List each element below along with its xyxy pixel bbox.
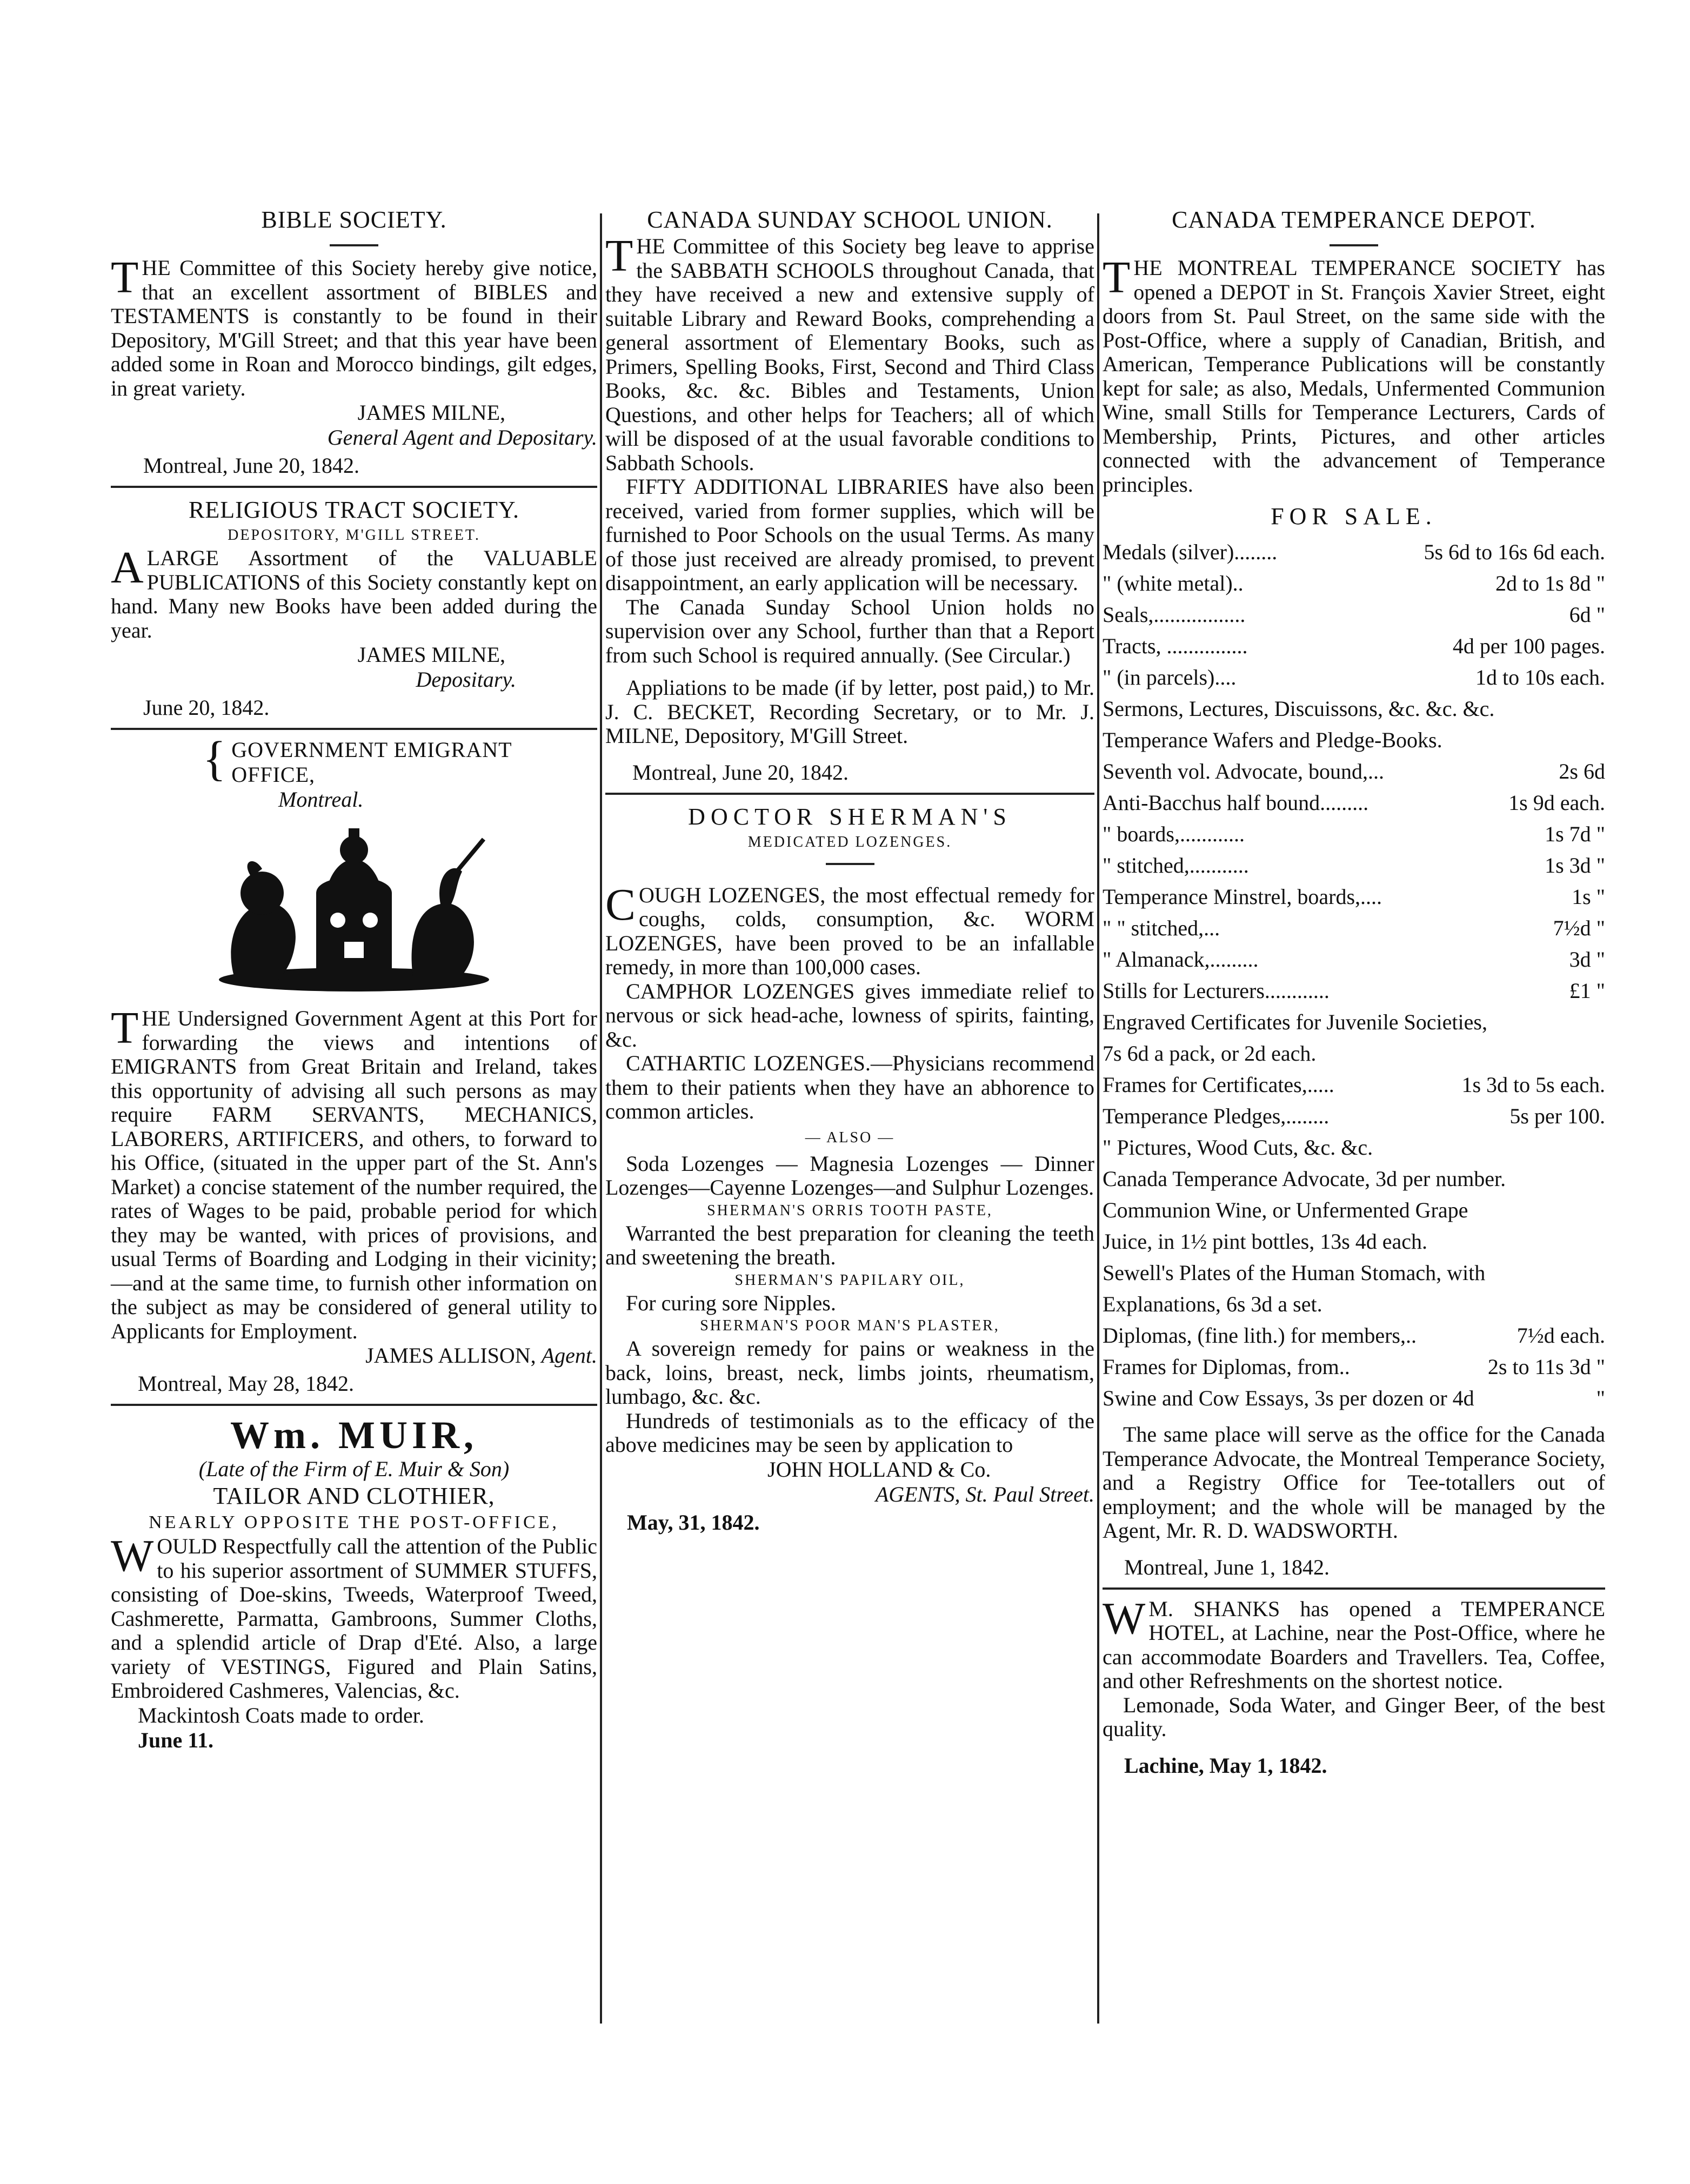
signer-name: JAMES ALLISON, xyxy=(365,1343,536,1368)
sherman-lozenges-ad xyxy=(605,802,1094,1535)
date-line: June 11. xyxy=(138,1727,214,1752)
price-item-name: Temperance Minstrel, boards,.... xyxy=(1103,885,1382,909)
tract-society-subtitle: DEPOSITORY, M'GILL STREET. xyxy=(228,527,480,544)
emigrant-office-title: GOVERNMENT EMIGRANT OFFICE, xyxy=(231,738,512,787)
short-rule xyxy=(330,244,378,246)
price-item-name: Tracts, ............... xyxy=(1103,634,1248,658)
sunday-school-body: HE Committee of this Society beg leave to apprise the SABBATH SCHOOLS throughout Canada, that they have received a new and extensive supply of suitable Library and Reward Books, comprehending a general assortment of Elementary Books, such as Primers, Spelling Books, First, Second and Third Class Books, &c. &c. Bibles and Testaments, Union Questions, and other helps for Teachers; all of which will be disposed of at the usual favorable conditions to Sabbath Schools. xyxy=(605,234,1094,475)
price-item-name: " Pictures, Wood Cuts, &c. &c. xyxy=(1103,1135,1373,1160)
section-divider xyxy=(1103,1587,1605,1590)
sherman-title: DOCTOR SHERMAN'S xyxy=(688,803,1012,830)
date-line: Montreal, June 1, 1842. xyxy=(1124,1555,1330,1579)
drop-cap: T xyxy=(111,1003,139,1053)
bible-society-title: BIBLE SOCIETY. xyxy=(261,206,447,233)
price-item-name: Swine and Cow Essays, 3s per dozen or 4d xyxy=(1103,1386,1474,1410)
drop-cap: T xyxy=(605,231,633,281)
price-item-name: Temperance Wafers and Pledge-Books. xyxy=(1103,728,1442,752)
signer-role: General Agent and Depositary. xyxy=(327,425,597,450)
sherman-tooth-paste: Warranted the best preparation for cleaning the teeth and sweetening the breath. xyxy=(605,1221,1094,1269)
price-item-price: 2s to 11s 3d " xyxy=(1487,1355,1605,1379)
signer-name: JAMES MILNE, xyxy=(357,400,505,425)
price-item-price: 1s 3d " xyxy=(1545,853,1605,877)
price-item-name: Explanations, 6s 3d a set. xyxy=(1103,1292,1322,1316)
price-item-name: Seals,................. xyxy=(1103,602,1246,627)
price-list-item xyxy=(1103,662,1605,693)
section-divider xyxy=(111,486,597,488)
sherman-plaster: A sovereign remedy for pains or weakness in the back, loins, breast, neck, limbs joints, rheumatism, lumbago, &c. &c. xyxy=(605,1336,1094,1409)
sherman-agent: JOHN HOLLAND & Co. xyxy=(767,1457,991,1482)
price-item-name: " (in parcels).... xyxy=(1103,665,1237,689)
price-item-name: Frames for Certificates,..... xyxy=(1103,1073,1334,1097)
date-line: Lachine, May 1, 1842. xyxy=(1124,1753,1327,1778)
sherman-oil: For curing sore Nipples. xyxy=(626,1290,836,1315)
price-list xyxy=(1103,537,1605,1414)
price-item-name: Medals (silver)........ xyxy=(1103,540,1278,564)
sherman-tooth-paste-heading: SHERMAN'S ORRIS TOOTH PASTE, xyxy=(707,1202,993,1219)
shanks-hotel-ad xyxy=(1103,1593,1605,1778)
price-item-name: Communion Wine, or Unfermented Grape xyxy=(1103,1198,1468,1222)
date-line: Montreal, June 20, 1842. xyxy=(143,453,359,478)
price-item-name: Engraved Certificates for Juvenile Societies, xyxy=(1103,1010,1487,1034)
section-divider xyxy=(111,728,597,730)
short-rule xyxy=(826,863,874,865)
temperance-office-note: The same place will serve as the office for the Canada Temperance Advocate, the Montreal Temperance Society, and a Registry Office for Tee-totallers out of employment; and the whole will be managed by the Agent, Mr. R. D. WADSWORTH. xyxy=(1103,1422,1605,1543)
sherman-plaster-heading: SHERMAN'S POOR MAN'S PLASTER, xyxy=(700,1317,1000,1334)
price-item-name: " (white metal).. xyxy=(1103,571,1244,595)
bible-society-body: HE Committee of this Society hereby give notice, that an excellent assortment of BIBLES and TESTAMENTS is constantly to be found in their Depository, M'Gill Street; and that this year have been added some in Roan and Morocco bindings, gilt edges, in great variety. xyxy=(111,256,597,400)
signer-role: Agent. xyxy=(541,1343,597,1368)
sherman-cough: OUGH LOZENGES, the most effectual remedy for coughs, colds, consumption, &c. WORM LOZENGES, have been proved to be an infallable remedy, in more than 100,000 cases. xyxy=(605,882,1094,979)
price-list-item xyxy=(1103,1195,1605,1226)
sunday-school-supervision: The Canada Sunday School Union holds no supervision over any School, further than that a Report from such School is required annually. (See Circular.) xyxy=(605,594,1094,667)
price-list-item xyxy=(1103,1101,1605,1132)
shanks-hotel-body: M. SHANKS has opened a TEMPERANCE HOTEL, at Lachine, near the Post-Office, where he can accommodate Boarders and Travellers. Tea, Coffee, and other Refreshments on the shortest notice. xyxy=(1103,1596,1605,1693)
emigrant-office-ad xyxy=(111,738,597,1396)
price-item-price: 1s 9d each. xyxy=(1508,790,1605,815)
muir-body: OULD Respectfully call the attention of the Public to his superior assortment of SUMMER STUFFS, consisting of Doe-skins, Tweeds, Waterproof Tweed, Cashmerette, Parmatta, Gambroons, Summer Cloths, and a splendid article of Drap d'Eté. Also, a large variety of VESTINGS, Figured and Plain Satins, Embroidered Cashmeres, Valencias, &c. xyxy=(111,1534,597,1703)
date-line: May, 31, 1842. xyxy=(627,1510,760,1535)
sherman-also: — ALSO — xyxy=(805,1129,895,1146)
price-list-item xyxy=(1103,568,1605,599)
price-list-item xyxy=(1103,944,1605,975)
bible-society-ad xyxy=(111,205,597,478)
price-item-price: 5s per 100. xyxy=(1509,1104,1605,1128)
price-item-name: " " stitched,... xyxy=(1103,916,1220,940)
emigrant-office-place: Montreal. xyxy=(278,787,364,812)
price-item-price: 1s 7d " xyxy=(1545,822,1605,846)
price-list-item xyxy=(1103,1320,1605,1351)
price-item-price: 1s 3d to 5s each. xyxy=(1461,1073,1605,1097)
drop-cap: C xyxy=(605,879,636,930)
muir-trade: TAILOR AND CLOTHIER, xyxy=(213,1483,495,1509)
price-list-item xyxy=(1103,787,1605,819)
column-rule-right xyxy=(1097,213,1099,2024)
sherman-agent-role: AGENTS, St. Paul Street. xyxy=(875,1482,1094,1506)
temperance-depot-body: HE MONTREAL TEMPERANCE SOCIETY has opened a DEPOT in St. François Xavier Street, eight doors from St. Paul Street, on the same side with the Post-Office, where a supply of Canadian, British, and American, Temperance Publications will be constantly kept for sale; as also, Medals, Unfermented Communion Wine, small Stills for Temperance Lecturers, Cards of Membership, Prints, Pictures, and other articles connected with the advancement of Temperance principles. xyxy=(1103,256,1605,497)
price-list-item xyxy=(1103,1069,1605,1101)
price-item-price: 2d to 1s 8d " xyxy=(1495,571,1605,595)
date-line: Montreal, June 20, 1842. xyxy=(632,760,849,785)
royal-arms-emblem-icon xyxy=(203,818,505,996)
price-item-name: " boards,............ xyxy=(1103,822,1245,846)
price-list-item xyxy=(1103,756,1605,787)
price-list-item xyxy=(1103,693,1605,725)
drop-cap: T xyxy=(111,252,139,303)
price-list-item xyxy=(1103,1257,1605,1289)
brace-glyph: { xyxy=(203,738,226,786)
price-list-item xyxy=(1103,725,1605,756)
price-item-name: Seventh vol. Advocate, bound,... xyxy=(1103,759,1385,783)
drop-cap: W xyxy=(1103,1593,1146,1644)
sherman-oil-heading: SHERMAN'S PAPILARY OIL, xyxy=(734,1271,965,1289)
price-item-name: " stitched,........... xyxy=(1103,853,1249,877)
muir-title: Wm. MUIR, xyxy=(230,1413,478,1457)
price-list-item xyxy=(1103,1163,1605,1195)
muir-tailor-ad xyxy=(111,1413,597,1753)
price-item-price: 6d " xyxy=(1569,602,1605,627)
tract-society-body: LARGE Assortment of the VALUABLE PUBLICATIONS of this Society constantly kept on hand. Many new Books have been added during the year. xyxy=(111,546,597,642)
price-item-price: 1d to 10s each. xyxy=(1475,665,1605,689)
price-item-name: 7s 6d a pack, or 2d each. xyxy=(1103,1041,1317,1066)
price-list-item xyxy=(1103,537,1605,568)
religious-tract-ad xyxy=(111,495,597,720)
shanks-hotel-drinks: Lemonade, Soda Water, and Ginger Beer, of the best quality. xyxy=(1103,1692,1605,1741)
signer-name: JAMES MILNE, xyxy=(357,642,505,667)
price-list-item xyxy=(1103,1351,1605,1383)
sunday-school-applications: Appliations to be made (if by letter, post paid,) to Mr. J. C. BECKET, Recording Secretary, or to Mr. J. MILNE, Depository, M'Gill Street. xyxy=(605,675,1094,748)
price-item-price: 5s 6d to 16s 6d each. xyxy=(1424,540,1605,564)
sherman-camphor: CAMPHOR LOZENGES gives immediate relief to nervous or sick head-ache, lowness of spirits, fainting, &c. xyxy=(605,979,1094,1051)
column-3 xyxy=(1103,205,1605,1778)
signer-role: Depositary. xyxy=(416,667,516,692)
sherman-testimonials: Hundreds of testimonials as to the efficacy of the above medicines may be seen by application to xyxy=(605,1408,1094,1457)
column-1 xyxy=(111,205,597,1753)
price-list-item xyxy=(1103,1289,1605,1320)
price-item-price: 1s " xyxy=(1572,885,1605,909)
price-item-price: 7½d " xyxy=(1553,916,1605,940)
drop-cap: T xyxy=(1103,252,1131,303)
price-list-item xyxy=(1103,1383,1605,1414)
price-item-price: £1 " xyxy=(1569,979,1605,1003)
drop-cap: W xyxy=(111,1531,154,1581)
price-item-name: Temperance Pledges,........ xyxy=(1103,1104,1330,1128)
price-item-price: " xyxy=(1596,1386,1605,1410)
price-item-name: Sewell's Plates of the Human Stomach, with xyxy=(1103,1261,1486,1285)
price-list-item xyxy=(1103,819,1605,850)
price-item-name: Diplomas, (fine lith.) for members,.. xyxy=(1103,1323,1417,1348)
for-sale-heading: FOR SALE. xyxy=(1271,503,1437,530)
sherman-other-lozenges: Soda Lozenges — Magnesia Lozenges — Dinner Lozenges—Cayenne Lozenges—and Sulphur Lozenges. xyxy=(605,1151,1094,1200)
emigrant-office-body: HE Undersigned Government Agent at this Port for forwarding the views and intentions of EMIGRANTS from Great Britain and Ireland, takes this opportunity of advising all such persons as may require FARM SERVANTS, MECHANICS, LABORERS, ARTIFICERS, and others, to forward to his Office, (situated in the upper part of the St. Ann's Market) a concise statement of the number required, the rates of Wages to be paid, probable period for which they may be wanted, with prices of provisions, and usual Terms of Boarding and Lodging in their vicinity;—and at the same time, to furnish other information on the subject as may be considered of general utility to Applicants for Employment. xyxy=(111,1006,597,1343)
column-rule-left xyxy=(600,213,602,2024)
sherman-cathartic: CATHARTIC LOZENGES.—Physicians recommend them to their patients when they have an abhorence to common articles. xyxy=(605,1051,1094,1123)
price-list-item xyxy=(1103,913,1605,944)
sunday-school-title: CANADA SUNDAY SCHOOL UNION. xyxy=(647,206,1053,233)
date-line: Montreal, May 28, 1842. xyxy=(138,1371,354,1396)
price-item-price: 7½d each. xyxy=(1517,1323,1605,1348)
price-item-name: Canada Temperance Advocate, 3d per number. xyxy=(1103,1167,1506,1191)
sunday-school-libraries: FIFTY ADDITIONAL LIBRARIES have also been received, varied from former supplies, which will be furnished to Poor Schools on the usual Terms. As many of those just received are already promised, to prevent disappointment, an early application will be necessary. xyxy=(605,474,1094,595)
tract-society-title: RELIGIOUS TRACT SOCIETY. xyxy=(189,497,519,523)
drop-cap: A xyxy=(111,542,144,593)
price-list-item xyxy=(1103,975,1605,1007)
muir-firm: (Late of the Firm of E. Muir & Son) xyxy=(198,1457,510,1481)
sunday-school-ad xyxy=(605,205,1094,785)
price-item-price: 4d per 100 pages. xyxy=(1452,634,1605,658)
column-2 xyxy=(605,205,1094,1535)
price-list-item xyxy=(1103,850,1605,881)
temperance-depot-ad xyxy=(1103,205,1605,1580)
price-item-price: 3d " xyxy=(1569,947,1605,972)
muir-note: Mackintosh Coats made to order. xyxy=(138,1703,424,1727)
section-divider xyxy=(111,1404,597,1406)
price-list-item xyxy=(1103,599,1605,631)
price-item-name: Anti-Bacchus half bound......... xyxy=(1103,790,1369,815)
short-rule xyxy=(1330,244,1378,246)
price-list-item xyxy=(1103,1007,1605,1038)
price-item-name: " Almanack,......... xyxy=(1103,947,1259,972)
muir-location: NEARLY OPPOSITE THE POST-OFFICE, xyxy=(149,1512,559,1532)
price-item-name: Frames for Diplomas, from.. xyxy=(1103,1355,1350,1379)
price-item-name: Juice, in 1½ pint bottles, 13s 4d each. xyxy=(1103,1229,1428,1254)
price-list-item xyxy=(1103,1226,1605,1257)
price-list-item xyxy=(1103,881,1605,913)
sherman-subtitle: MEDICATED LOZENGES. xyxy=(747,833,952,850)
price-list-item xyxy=(1103,1132,1605,1163)
temperance-depot-title: CANADA TEMPERANCE DEPOT. xyxy=(1172,206,1536,233)
price-item-name: Sermons, Lectures, Discuissons, &c. &c. &c. xyxy=(1103,696,1495,721)
price-item-price: 2s 6d xyxy=(1559,759,1605,783)
date-line: June 20, 1842. xyxy=(143,695,270,720)
section-divider xyxy=(605,793,1094,795)
price-list-item xyxy=(1103,1038,1605,1069)
price-list-item xyxy=(1103,631,1605,662)
price-item-name: Stills for Lecturers............ xyxy=(1103,979,1330,1003)
